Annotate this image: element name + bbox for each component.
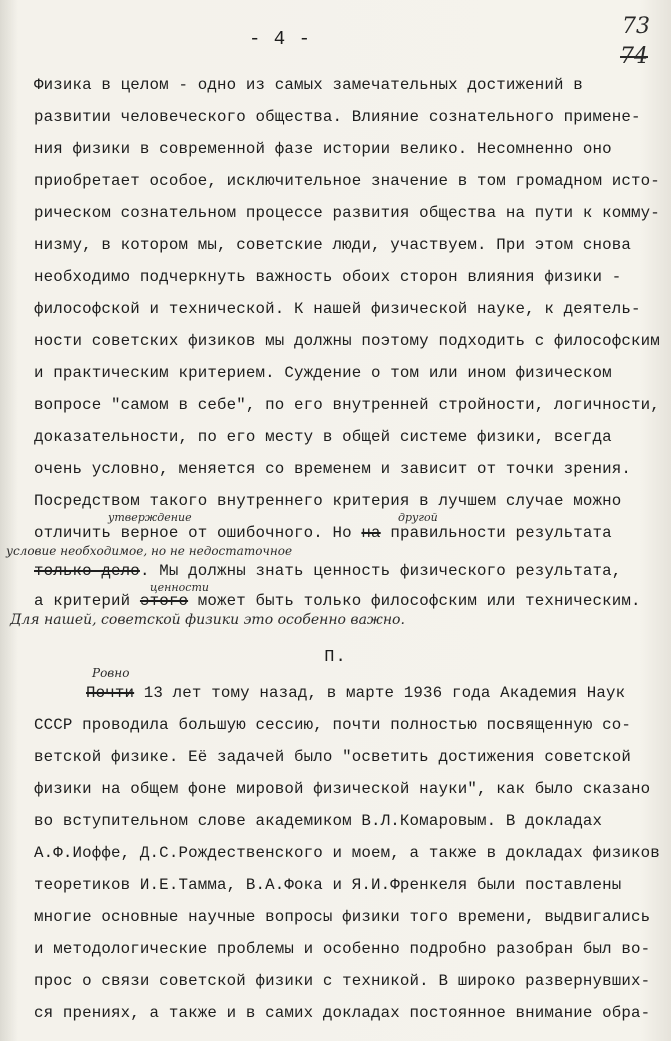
text-line: доказательности, по его месту в общей системе физики, всегда [34,428,612,446]
text-line [86,684,625,702]
text-line [34,524,612,542]
text-line: ся прениях, а также и в самих докладах постоянное внимание обра- [34,1004,651,1022]
text-line: А.Ф.Иоффе, Д.С.Рождественского и моем, а также в докладах физиков [34,844,660,862]
text-line: во вступительном слове академиком В.Л.Комаровым. В докладах [34,812,603,830]
section-title: П. [324,648,347,667]
text-segment: а критерий [34,592,140,610]
text-segment: 13 лет тому назад, в марте 1936 года Академия Наук [134,684,626,702]
text-line: рическом сознательном процессе развития общества на пути к комму- [34,204,660,222]
text-line: физики на общем фоне мировой физической науки", как было сказано [34,780,651,798]
text-line: ветской физике. Её задачей было "осветить достижения советской [34,748,632,766]
text-line: низму, в котором мы, советские люди, участвуем. При этом снова [34,236,632,254]
archive-number-struck: 74 [620,44,648,69]
text-segment: может быть только философским или техническим. [188,592,641,610]
handwritten-correction: другой [398,511,438,524]
text-line: и практическим критерием. Суждение о том или ином физическом [34,364,612,382]
text-line: приобретает особое, исключительное значение в том громадном исто- [34,172,660,190]
text-line: СССР проводила большую сессию, почти полностью посвященную со- [34,716,632,734]
text-segment: . Мы должны знать ценность физического результата, [139,562,622,580]
text-line: ности советских физиков мы должны поэтому подходить с философским [34,332,660,350]
text-line: прос о связи советской физики с техникой. В широко развернувших- [34,972,651,990]
text-line [34,592,641,610]
text-segment: правильности результата [380,524,612,542]
struck-text: на [361,524,381,542]
handwritten-note: Для нашей, советской физики это особенно важно. [10,612,405,628]
handwritten-correction: утверждение [108,511,192,524]
text-line: необходимо подчеркнуть важность обоих сторон влияния физики - [34,268,622,286]
text-line: Посредством такого внутреннего критерия в лучшем случае можно [34,492,622,510]
text-line: Физика в целом - одно из самых замечательных достижений в [34,76,583,94]
struck-text: только дело [34,562,140,580]
text-line: теоретиков И.Е.Тамма, В.А.Фока и Я.И.Френкеля были поставлены [34,876,622,894]
text-segment: отличить верное от ошибочного. Но [34,524,362,542]
struck-text: Почти [86,684,135,702]
handwritten-insertion: условие необходимое, но не недостаточное [6,544,293,558]
struck-text: этого [139,592,189,610]
handwritten-correction: Ровно [92,666,130,680]
text-line: многие основные научные вопросы физики того времени, выдвигались [34,908,651,926]
archive-number: 73 [622,14,650,39]
text-line: очень условно, меняется со временем и зависит от точки зрения. [34,460,632,478]
text-line: развитии человеческого общества. Влияние сознательного примене- [34,108,641,126]
handwritten-correction: ценности [150,581,209,594]
text-line: ния физики в современной фазе истории велико. Несомненно оно [34,140,612,158]
text-line: и методологические проблемы и особенно подробно разобран был во- [34,940,651,958]
text-line: философской и технической. К нашей физической науке, к деятель- [34,300,641,318]
page-number: - 4 - [248,28,311,50]
text-line: вопросе "самом в себе", по его внутренней стройности, логичности, [34,396,660,414]
text-line [34,562,621,580]
